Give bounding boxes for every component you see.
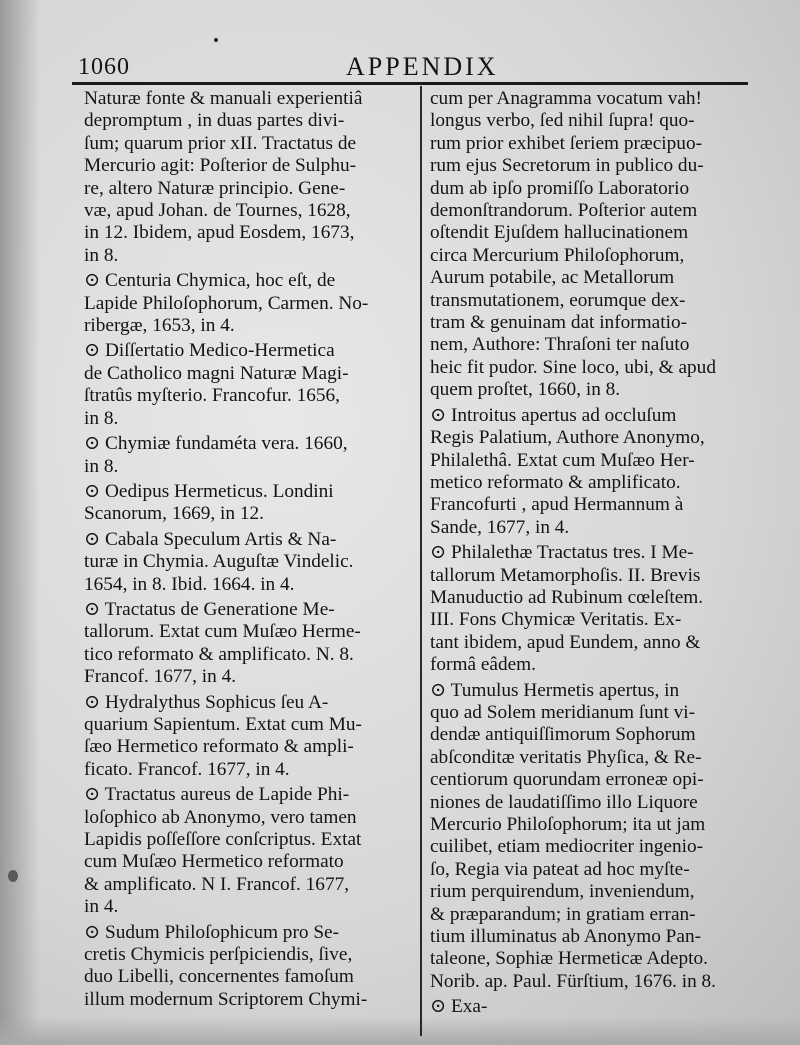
text-line: ⊙ Chymiæ fundaméta vera. 1660, <box>84 433 348 455</box>
text-line: ⊙ Centuria Chymica, hoc eſt, de <box>84 270 336 292</box>
text-line: Norib. ap. Paul. Fürſtium, 1676. in 8. <box>430 970 716 992</box>
text-line: demonſtrandorum. Poſterior autem <box>430 200 698 222</box>
text-line: cuilibet, etiam mediocriter ingenio- <box>430 836 704 858</box>
text-line: nem, Authore: Thraſoni ter naſuto <box>430 334 690 356</box>
text-line: metico reformato & amplificato. <box>430 471 681 493</box>
text-line: ⊙ Tractatus de Generatione Me- <box>84 598 335 620</box>
text-line: Aurum potabile, ac Metallorum <box>430 267 675 289</box>
text-line: Lapide Philoſophorum, Carmen. No- <box>84 292 369 314</box>
text-line: Regis Palatium, Authore Anonymo, <box>430 427 705 449</box>
text-line: heic fit pudor. Sine loco, ubi, & apud <box>430 356 716 378</box>
text-line: 1654, in 8. Ibid. 1664. in 4. <box>84 573 295 595</box>
text-line: Naturæ fonte & manuali experientiâ <box>84 88 363 109</box>
text-line: quo ad Solem meridianum ſunt vi- <box>430 701 696 723</box>
running-title: APPENDIX <box>346 52 499 81</box>
text-line: depromptum , in duas partes divi- <box>84 110 345 132</box>
text-line: loſophico ab Anonymo, vero tamen <box>84 806 357 828</box>
text-line: in 8. <box>84 244 119 266</box>
text-line: duo Libelli, concernentes famoſum <box>84 966 354 988</box>
text-line: Lapidis poſſeſſore conſcriptus. Extat <box>84 829 362 850</box>
text-line: Sande, 1677, in 4. <box>430 516 570 538</box>
text-line: Francofurti , apud Hermannum à <box>430 494 684 516</box>
text-line: circa Mercurium Philoſophorum, <box>430 244 685 266</box>
text-line: Mercurio Philoſophorum; ita ut jam <box>430 814 706 835</box>
text-line: cretis Chymicis perſpiciendis, ſive, <box>84 944 353 966</box>
text-line: tallorum Metamorphoſis. II. Brevis <box>430 564 701 586</box>
text-line: oſtendit Ejuſdem hallucinationem <box>430 222 689 244</box>
text-line: III. Fons Chymicæ Veritatis. Ex- <box>430 609 682 631</box>
page-number: 1060 <box>78 54 130 80</box>
text-line: transmutationem, eorumque dex- <box>430 289 686 311</box>
bibliography-entry <box>84 270 410 337</box>
header-rule <box>72 82 748 85</box>
text-line: ⊙ Introitus apertus ad occluſum <box>430 404 677 426</box>
text-line: ſæo Hermetico reformato & ampli- <box>84 736 354 758</box>
text-line: ⊙ Hydralythus Sophicus ſeu A- <box>84 691 329 713</box>
text-line: in 12. Ibidem, apud Eosdem, 1673, <box>84 222 355 244</box>
text-line: ſo, Regia via pateat ad hoc myſte- <box>430 858 690 880</box>
bibliography-entry <box>430 405 760 539</box>
text-line: tant ibidem, apud Eundem, anno & <box>430 631 701 653</box>
column-divider <box>420 86 422 1036</box>
text-line: niones de laudatiſſimo illo Liquore <box>430 791 698 813</box>
text-line: tico reformato & amplificato. N. 8. <box>84 643 354 665</box>
text-line: tium illuminatus ab Anonymo Pan- <box>430 926 702 948</box>
text-line: quarium Sapientum. Extat cum Mu- <box>84 713 362 735</box>
right-column <box>430 88 760 1022</box>
text-line: Francof. 1677, in 4. <box>84 666 237 688</box>
bibliography-entry <box>84 784 410 918</box>
text-line: Scanorum, 1669, in 12. <box>84 503 264 525</box>
text-line: ſum; quarum prior xII. Tractatus de <box>84 132 357 154</box>
text-line: ⊙ Tractatus aureus de Lapide Phi- <box>84 784 350 806</box>
text-line: tram & genuinam dat informatio- <box>430 312 688 334</box>
bibliography-entry <box>430 542 760 676</box>
ink-speck <box>214 38 218 42</box>
text-line: ſtratûs myſterio. Francofur. 1656, <box>84 385 340 407</box>
text-line: dum ab ipſo promiſſo Laboratorio <box>430 177 690 199</box>
text-line: rium perquirendum, inveniendum, <box>430 881 695 903</box>
text-line: ⊙ Philalethæ Tractatus tres. I Me- <box>430 542 694 564</box>
ink-blot <box>8 870 18 882</box>
text-line: & amplificato. N I. Francof. 1677, <box>84 873 350 895</box>
text-line: væ, apud Johan. de Tournes, 1628, <box>84 200 351 222</box>
text-line: Mercurio agit: Poſterior de Sulphu- <box>84 155 357 177</box>
text-line: illum modernum Scriptorem Chymi- <box>84 988 368 1010</box>
text-line: & præparandum; in gratiam erran- <box>430 903 696 925</box>
text-line: centiorum quorundam erroneæ opi- <box>430 769 704 791</box>
bibliography-entry <box>430 88 760 402</box>
text-line: in 4. <box>84 896 119 918</box>
text-line: ⊙ Tumulus Hermetis apertus, in <box>430 679 680 701</box>
text-line: ⊙ Exa- <box>430 996 488 1018</box>
bibliography-entry <box>430 680 760 994</box>
text-line: dendæ antiquiſſimorum Sophorum <box>430 724 696 746</box>
text-line: rum ejus Secretorum in publico du- <box>430 155 704 177</box>
text-line: rum prior exhibet ſeriem præcipuo- <box>430 132 702 154</box>
text-line: re, altero Naturæ principio. Gene- <box>84 177 346 199</box>
text-line: cum Muſæo Hermetico reformato <box>84 851 344 873</box>
bibliography-entry <box>84 692 410 782</box>
text-line: quem proſtet, 1660, in 8. <box>430 379 621 401</box>
text-line: in 8. <box>84 455 119 477</box>
bibliography-entry <box>84 340 410 430</box>
bibliography-entry <box>84 481 410 526</box>
text-line: tallorum. Extat cum Muſæo Herme- <box>84 621 361 643</box>
bibliography-entry <box>84 433 410 478</box>
text-line: taleone, Sophiæ Hermeticæ Adepto. <box>430 948 708 970</box>
text-line: ⊙ Diſſertatio Medico-Hermetica <box>84 340 335 362</box>
text-line: longus verbo, ſed nihil ſupra! quo- <box>430 110 695 132</box>
text-line: Philalethâ. Extat cum Muſæo Her- <box>430 449 695 471</box>
text-line: cum per Anagramma vocatum vah! <box>430 88 702 109</box>
left-column <box>84 88 410 1014</box>
text-line: ficato. Francof. 1677, in 4. <box>84 758 290 780</box>
bibliography-entry <box>84 529 410 596</box>
text-line: ribergæ, 1653, in 4. <box>84 315 235 337</box>
page-shadow-left <box>0 0 40 1045</box>
text-line: ⊙ Cabala Speculum Artis & Na- <box>84 528 337 550</box>
bibliography-entry <box>430 996 760 1018</box>
text-line: turæ in Chymia. Auguſtæ Vindelic. <box>84 551 354 573</box>
bibliography-entry <box>84 88 410 267</box>
text-line: abſconditæ veritatis Phyſica, & Re- <box>430 746 702 768</box>
text-line: in 8. <box>84 407 119 429</box>
text-line: Manuductio ad Rubinum cœleſtem. <box>430 586 704 608</box>
bibliography-entry <box>84 922 410 1012</box>
bibliography-entry <box>84 599 410 689</box>
page-header <box>78 48 758 84</box>
text-line: de Catholico magni Naturæ Magi- <box>84 362 349 384</box>
text-line: ⊙ Sudum Philoſophicum pro Se- <box>84 921 340 943</box>
text-line: ⊙ Oedipus Hermeticus. Londini <box>84 480 334 502</box>
text-line: formâ eâdem. <box>430 654 536 676</box>
